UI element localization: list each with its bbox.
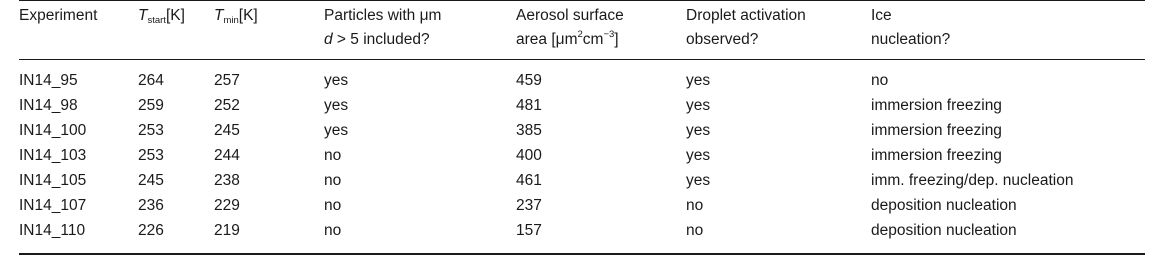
cell-aerosol: 459 <box>516 72 542 89</box>
cell-experiment: IN14_110 <box>19 222 86 239</box>
cell-aerosol: 461 <box>516 172 542 189</box>
header-particles <box>324 7 441 49</box>
cell-aerosol: 157 <box>516 222 542 239</box>
experiment-table <box>19 0 1145 255</box>
cell-ice: immersion freezing <box>871 147 1002 164</box>
cell-tmin: 229 <box>214 197 240 214</box>
cell-tstart: 226 <box>138 222 164 239</box>
cell-particles: no <box>324 172 342 189</box>
header-droplet-line2: observed? <box>686 31 759 48</box>
cell-tmin: 238 <box>214 172 240 189</box>
cell-droplet: yes <box>686 97 711 114</box>
cell-ice: imm. freezing/dep. nucleation <box>871 172 1074 189</box>
header-aerosol-line1: Aerosol surface <box>516 7 624 24</box>
cell-droplet: yes <box>686 122 711 139</box>
cell-ice: immersion freezing <box>871 122 1002 139</box>
cell-experiment: IN14_95 <box>19 72 78 89</box>
cell-experiment: IN14_100 <box>19 122 87 139</box>
header-ice-line2: nucleation? <box>871 31 951 48</box>
cell-experiment: IN14_107 <box>19 197 87 214</box>
cell-tmin: 252 <box>214 97 240 114</box>
cell-aerosol: 237 <box>516 197 542 214</box>
header-experiment: Experiment <box>19 7 98 24</box>
cell-ice: no <box>871 72 889 89</box>
table-bottom-rule <box>19 253 1145 255</box>
cell-tstart: 236 <box>138 197 164 214</box>
cell-aerosol: 481 <box>516 97 542 114</box>
header-aerosol-line2: area $[\mu m^2cm^{-3}]$ <box>516 29 619 48</box>
cell-droplet: yes <box>686 147 711 164</box>
cell-tstart: 259 <box>138 97 164 114</box>
cell-experiment: IN14_105 <box>19 172 87 189</box>
cell-ice: immersion freezing <box>871 97 1002 114</box>
cell-droplet: no <box>686 222 704 239</box>
header-aerosol <box>516 7 624 49</box>
cell-droplet: yes <box>686 172 711 189</box>
header-tstart: $T_{start}[K]$ <box>138 7 185 26</box>
header-droplet-line1: Droplet activation <box>686 7 806 24</box>
cell-droplet: no <box>686 197 704 214</box>
cell-ice: deposition nucleation <box>871 197 1017 214</box>
header-droplet <box>686 7 806 49</box>
cell-droplet: yes <box>686 72 711 89</box>
cell-aerosol: 400 <box>516 147 542 164</box>
cell-particles: yes <box>324 72 349 89</box>
header-ice-line1: Ice <box>871 7 892 24</box>
header-ice <box>871 7 950 49</box>
header-tmin: $T_{min}[K]$ <box>214 7 258 26</box>
cell-particles: no <box>324 147 342 164</box>
cell-tmin: 219 <box>214 222 240 239</box>
cell-tmin: 244 <box>214 147 240 164</box>
cell-tmin: 257 <box>214 72 240 89</box>
cell-aerosol: 385 <box>516 122 542 139</box>
cell-tstart: 253 <box>138 147 164 164</box>
cell-tstart: 245 <box>138 172 164 189</box>
cell-tstart: 264 <box>138 72 164 89</box>
cell-particles: yes <box>324 122 349 139</box>
cell-ice: deposition nucleation <box>871 222 1017 239</box>
header-particles-line1: Particles with μm <box>324 7 442 24</box>
cell-experiment: IN14_103 <box>19 147 87 164</box>
header-particles-line2: d > 5 included? <box>324 31 430 48</box>
cell-tmin: 245 <box>214 122 240 139</box>
cell-particles: no <box>324 197 342 214</box>
cell-particles: yes <box>324 97 349 114</box>
cell-tstart: 253 <box>138 122 164 139</box>
table-top-rule <box>19 0 1145 1</box>
table-header-rule <box>19 59 1145 60</box>
cell-experiment: IN14_98 <box>19 97 78 114</box>
cell-particles: no <box>324 222 342 239</box>
